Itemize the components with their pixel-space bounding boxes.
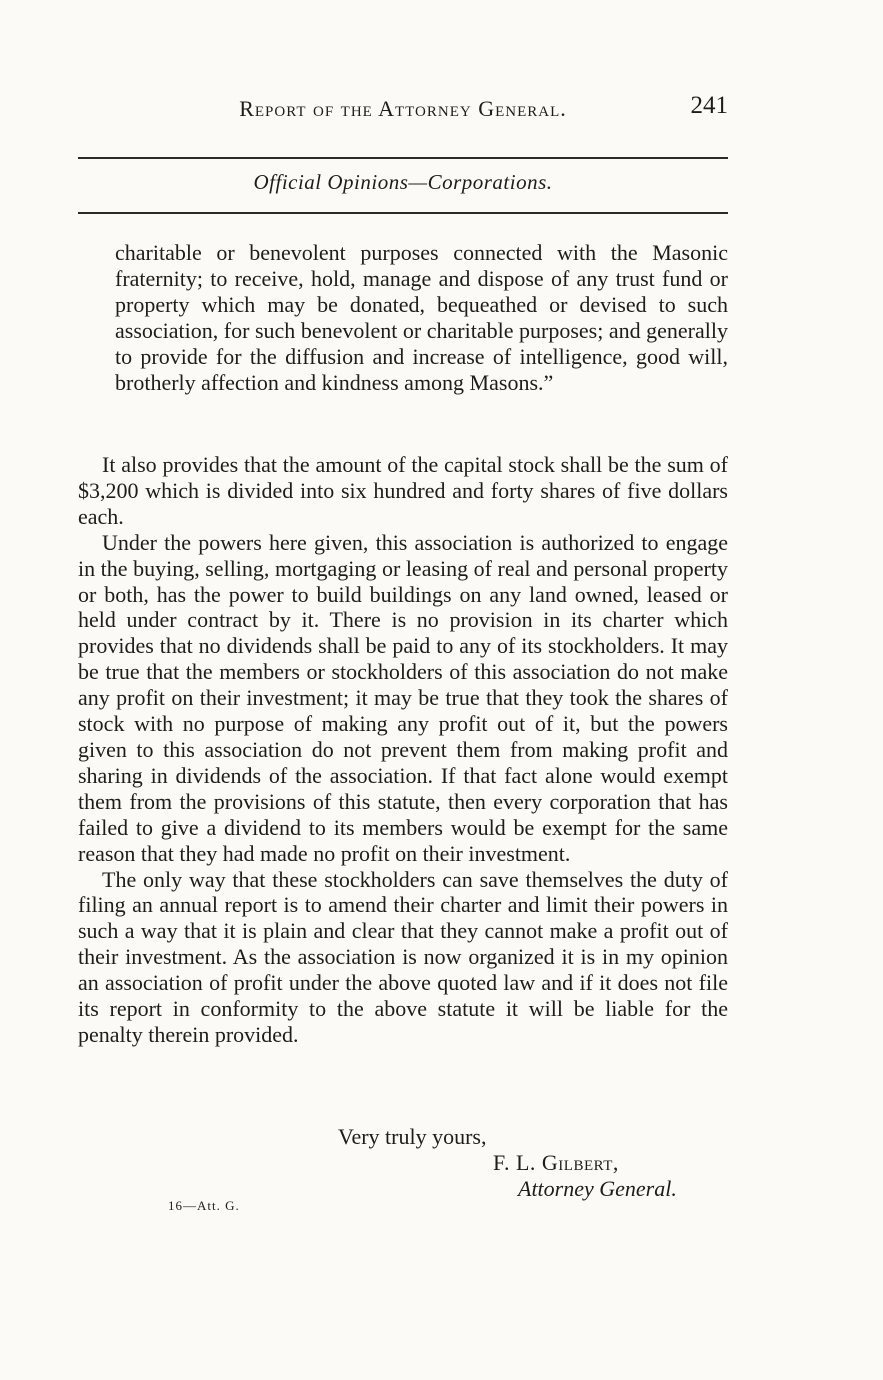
running-head: [78, 92, 728, 126]
body-text: [78, 452, 728, 1048]
signer-title: Attorney General.: [518, 1176, 677, 1201]
signer-name: F. L. Gilbert,: [493, 1150, 619, 1175]
header-rule-top: [78, 157, 728, 159]
paragraph-powers: Under the powers here given, this association is authorized to engage in the buying, selling, mortgaging or leasing of real and personal property or both, has the power to build buildings on any land owned, leased or held under contract by it. There is no provision in its charter which provides that no dividends shall be paid to any of its stockholders. It may be true that the members or stockholders of this association do not make any profit on their investment; it may be true that they took the shares of stock with no purpose of making any profit out of it, but the powers given to this association do not prevent them from making profit and sharing in dividends of the association. If that fact alone would exempt them from the provisions of this statute, then every corporation that has failed to give a dividend to its members would be exempt for the same reason that they had made no profit on their investment.: [78, 529, 728, 866]
quoted-charter-text: charitable or benevolent purposes connected with the Masonic fraternity; to receive, hold, manage and dispose of any trust fund or property which may be donated, bequeathed or devised to such association, for such benevolent or charitable purposes; and generally to provide for the diffusion and increase of intelligence, good will, brotherly affection and kindness among Masons.”: [115, 240, 728, 395]
running-title: Report of the Attorney General.: [239, 96, 567, 121]
signature-mark: 16—Att. G.: [168, 1198, 240, 1213]
section-heading: Official Opinions—Corporations.: [253, 170, 553, 194]
paragraph-conclusion: The only way that these stockholders can save themselves the duty of filing an annual report is to amend their charter and limit their powers in such a way that it is plain and clear that they cannot make a profit out of their investment. As the association is now organized it is in my opinion an association of profit under the above quoted law and if it does not file its report in conformity to the above statute it will be liable for the penalty therein provided.: [78, 866, 728, 1047]
paragraph-capital-stock: It also provides that the amount of the capital stock shall be the sum of $3,200 which is divided into six hundred and forty shares of five dollars each.: [78, 452, 728, 529]
closing-salutation: Very truly yours,: [338, 1124, 487, 1149]
page-number: 241: [690, 92, 728, 119]
header-rule-bottom: [78, 212, 728, 214]
